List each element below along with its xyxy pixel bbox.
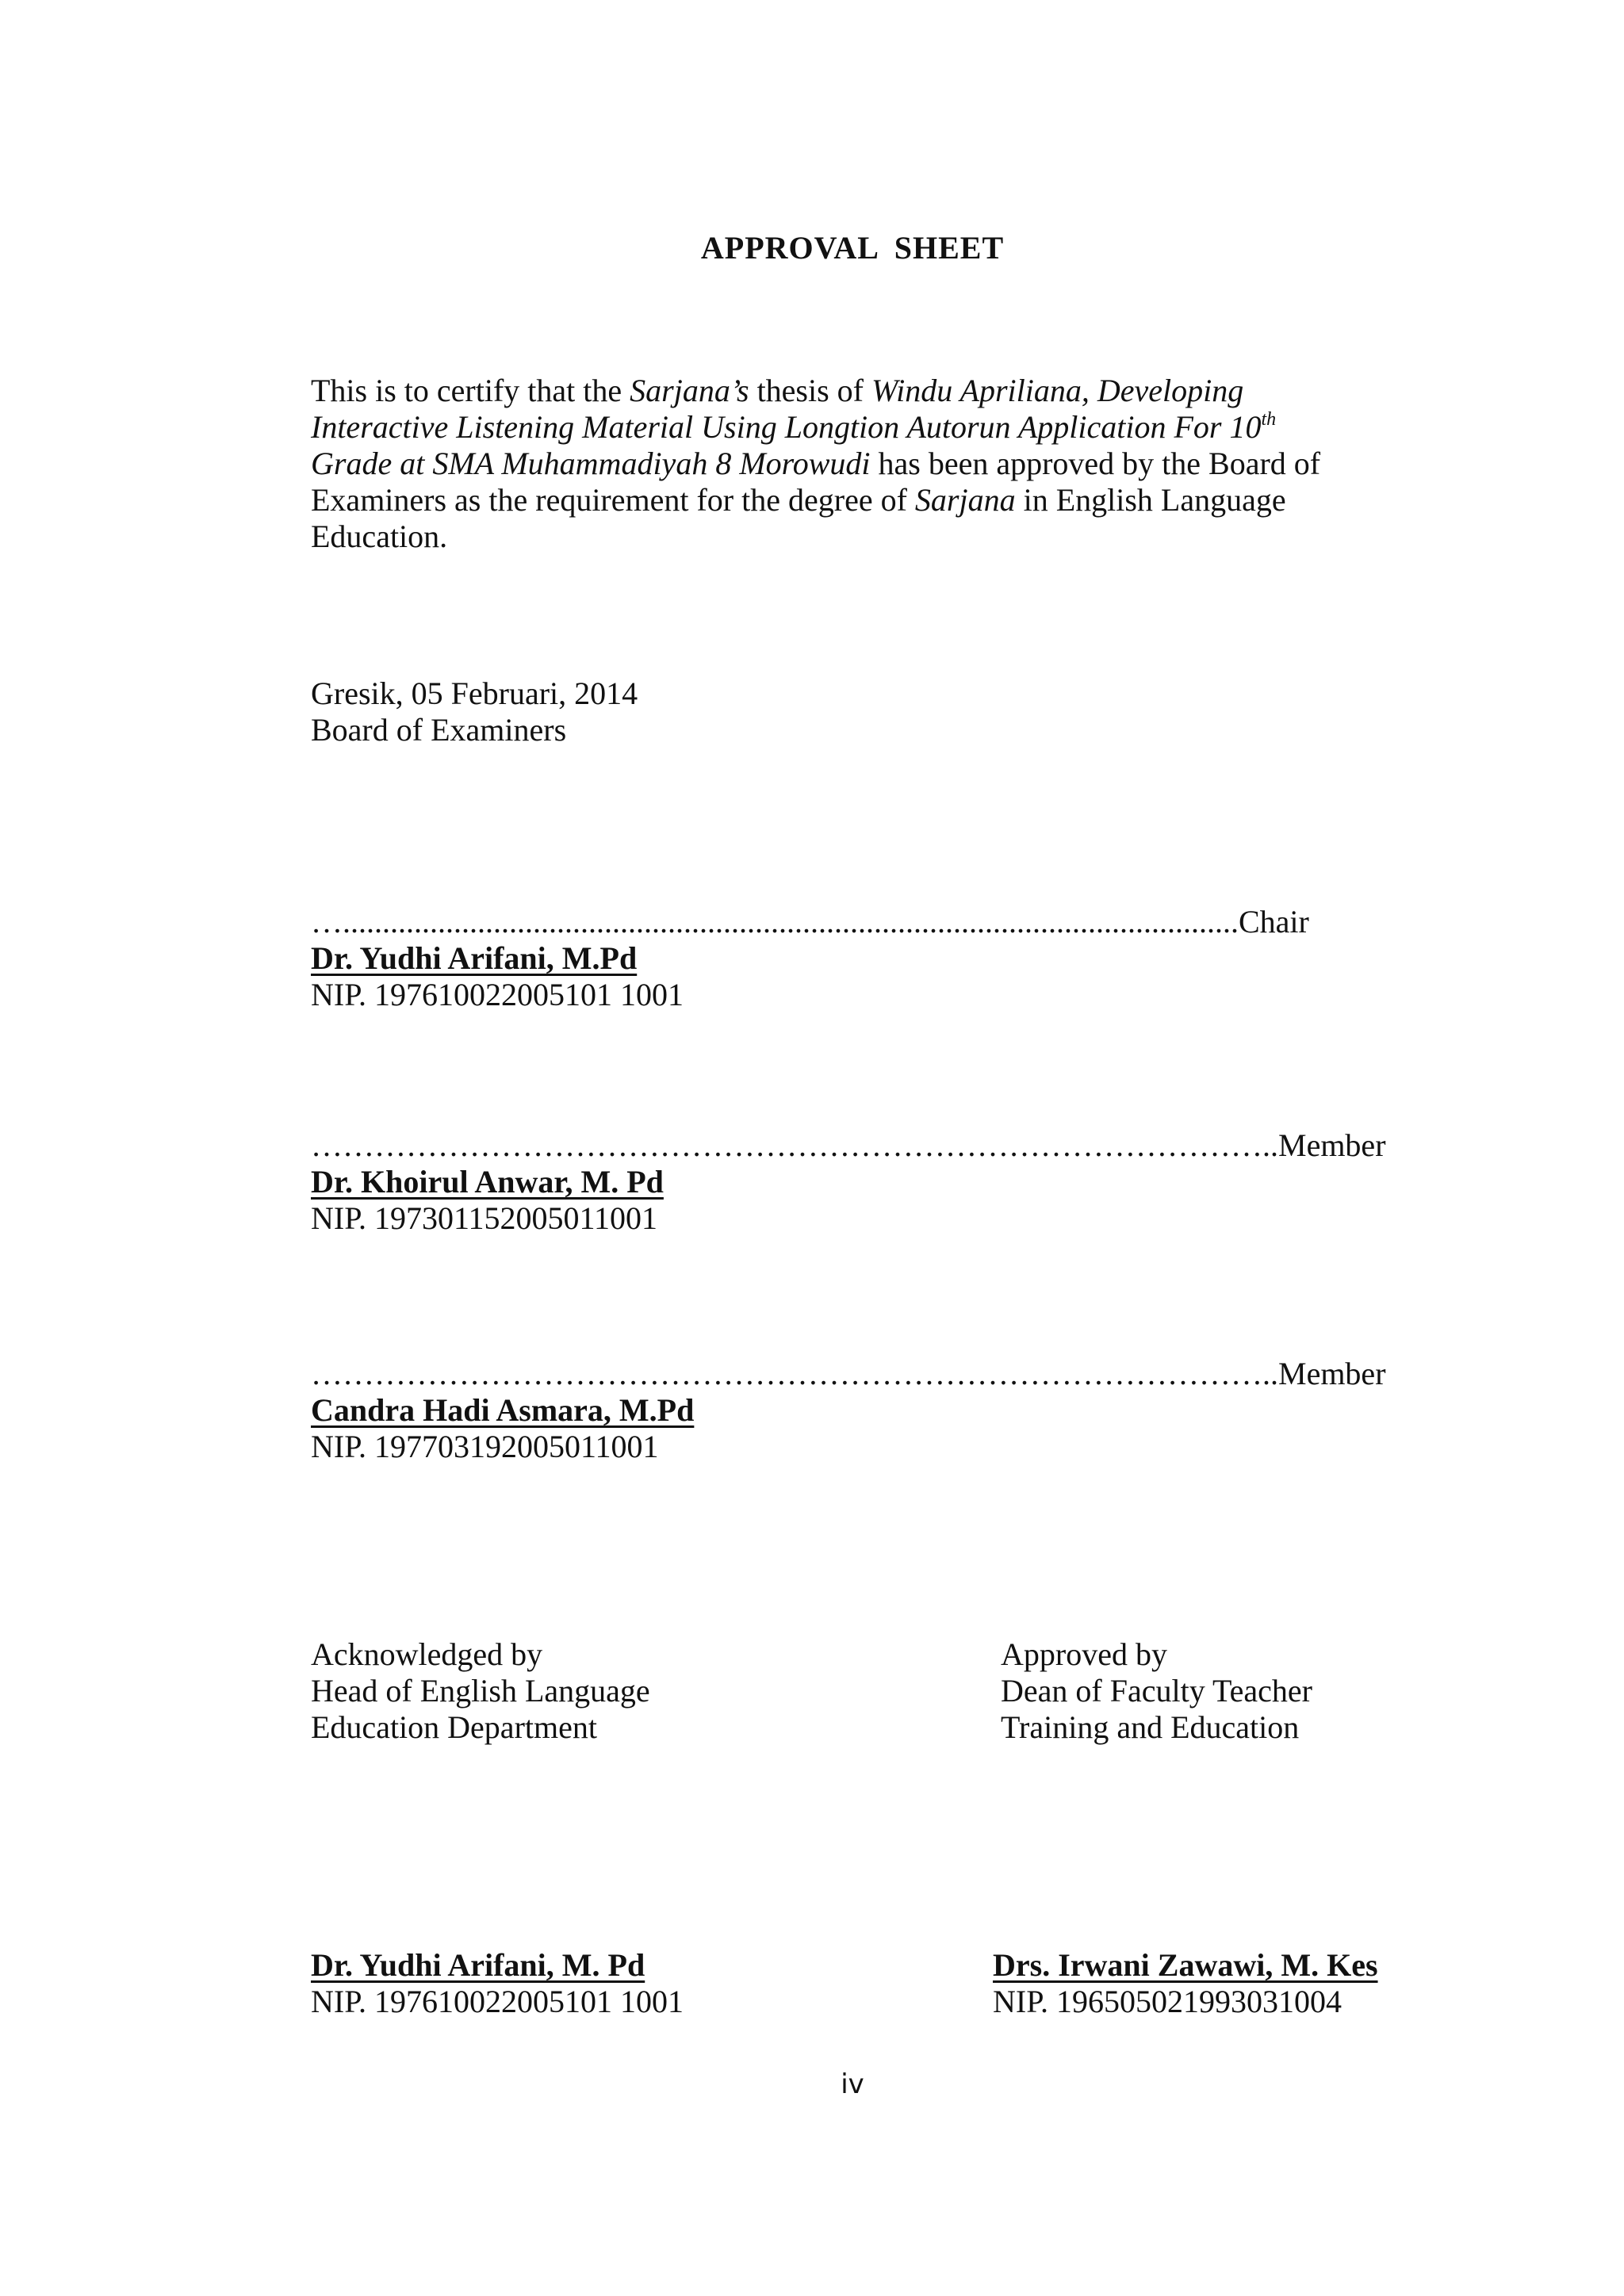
examiner-nip-chair: NIP. 197610022005101 1001 xyxy=(311,977,684,1012)
examiner-nip-member-1: NIP. 197301152005011001 xyxy=(311,1200,658,1236)
examiner-name-member-1: Dr. Khoirul Anwar, M. Pd xyxy=(311,1164,664,1200)
certification-line-4: Examiners as the requirement for the degree of Sarjana in English Language xyxy=(311,482,1286,518)
certification-line-2: Interactive Listening Material Using Longtion Autorun Application For 10th xyxy=(311,409,1277,445)
place-date: Gresik, 05 Februari, 2014 xyxy=(311,675,638,711)
acknowledged-line-3: Education Department xyxy=(311,1709,597,1745)
page-title: APPROVAL SHEET xyxy=(700,230,1005,266)
examiner-name-member-2: Candra Hadi Asmara, M.Pd xyxy=(311,1392,695,1428)
signature-line-member-2: ………………………………………………………………………………..Member xyxy=(311,1356,1386,1391)
signature-line-chair: ….................................................................................................................Chair xyxy=(311,904,1309,939)
certification-line-5: Education. xyxy=(311,519,448,554)
certification-line-3: Grade at SMA Muhammadiyah 8 Morowudi has been approved by the Board of xyxy=(311,446,1321,481)
board-label: Board of Examiners xyxy=(311,712,567,748)
page-number: iv xyxy=(841,2068,864,2100)
approved-line-3: Training and Education xyxy=(1001,1709,1300,1745)
acknowledged-name: Dr. Yudhi Arifani, M. Pd xyxy=(311,1947,645,1983)
acknowledged-line-1: Acknowledged by xyxy=(311,1636,543,1672)
approved-name: Drs. Irwani Zawawi, M. Kes xyxy=(993,1947,1378,1983)
approved-nip: NIP. 196505021993031004 xyxy=(993,1984,1342,2019)
examiner-nip-member-2: NIP. 197703192005011001 xyxy=(311,1429,659,1464)
certification-paragraph xyxy=(311,373,1389,555)
acknowledged-line-2: Head of English Language xyxy=(311,1673,650,1709)
examiner-name-chair: Dr. Yudhi Arifani, M.Pd xyxy=(311,940,638,976)
approved-line-1: Approved by xyxy=(1001,1636,1167,1672)
acknowledged-nip: NIP. 197610022005101 1001 xyxy=(311,1984,684,2019)
signature-line-member-1: ………………………………………………………………………………..Member xyxy=(311,1127,1386,1163)
approved-line-2: Dean of Faculty Teacher xyxy=(1001,1673,1312,1709)
certification-line-1: This is to certify that the Sarjana’s thesis of Windu Apriliana, Developing xyxy=(311,373,1244,408)
